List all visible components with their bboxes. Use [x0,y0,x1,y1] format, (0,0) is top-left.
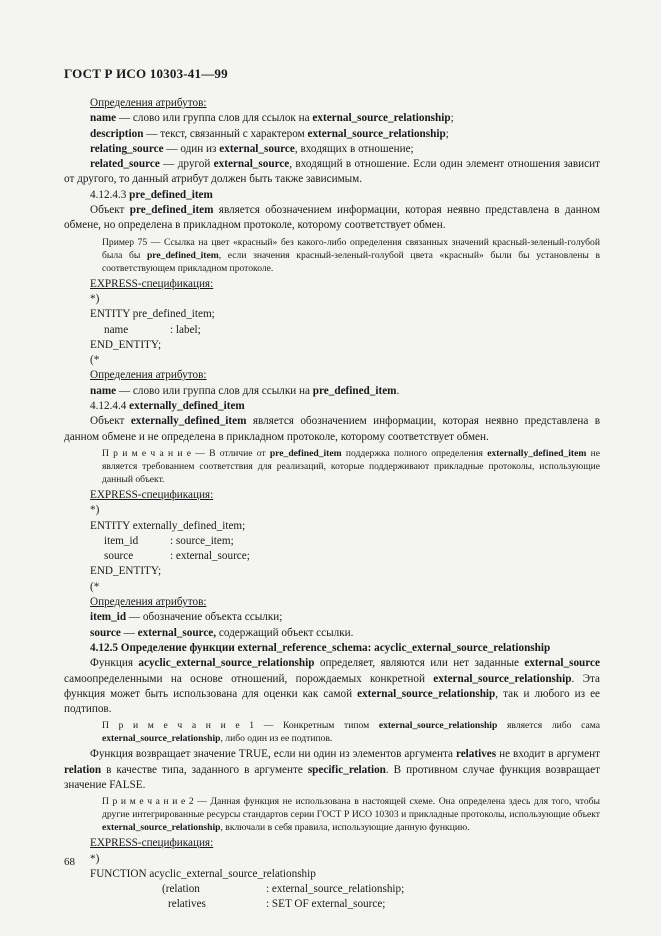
attr-defs-heading: Определения атрибутов: [90,369,207,382]
code-line: item_id : source_item; [104,534,234,547]
note: П р и м е ч а н и е — В отличие от pre_defined_item поддержка полного определения externally_defined_item не является требованием соответствия для реализаций, которые поддерживают прикладные протоколы, использующие данный объект. [102,447,600,485]
express-spec-heading: EXPRESS-спецификация: [90,277,214,290]
code-line: FUNCTION acyclic_external_source_relationship [90,867,316,880]
note: П р и м е ч а н и е 1 — Конкретным типом external_source_relationship является либо сама external_source_relationship, либо один из ее подтипов. [102,720,601,745]
text-line: relating_source — один из external_source, входящих в отношение; [90,142,414,155]
code-line: (* [90,580,100,593]
attr-defs-heading: Определения атрибутов: [90,596,207,609]
code-line: *) [90,852,100,865]
note: П р и м е ч а н и е 2 — Данная функция не использована в настоящей схеме. Она определена здесь для того, чтобы другие интегрированные ресурсы стандартов серии ГОСТ Р ИСО 10303 и прикладные протоколы, использующие объект external_source_relationship, включали в себя правила, использующие данную функцию. [102,796,600,834]
code-line: source : external_source; [104,550,250,563]
text-paragraph: Функция возвращает значение TRUE, если ни один из элементов аргумента relatives не входит в аргумент relation в качестве типа, заданного в аргументе specific_relation. В противном случае функция возвращает значение FALSE. [64,748,600,791]
text-paragraph: Объект pre_defined_item является обозначением информации, которая неявно представлена в данном обмене, но определена в прикладном протоколе, которому соответствует обмен. [64,204,601,232]
code-line: ENTITY externally_defined_item; [90,519,246,532]
text-line: item_id — обозначение объекта ссылки; [90,611,283,624]
text-line: source — external_source, содержащий объект ссылки. [90,626,354,639]
section-heading: 4.12.4.4 externally_defined_item [90,400,245,413]
express-spec-heading: EXPRESS-спецификация: [90,488,214,501]
text-paragraph: related_source — другой external_source, входящий в отношение. Если один элемент отношения зависит от другого, то данный атрибут должен быть также зависимым. [64,158,601,186]
text-line: name — слово или группа слов для ссылок на external_source_relationship; [90,112,454,125]
code-line: (relation : external_source_relationship; [162,883,405,896]
text-line: name — слово или группа слов для ссылки на pre_defined_item. [90,384,400,397]
text-line: description — текст, связанный с характером external_source_relationship; [90,127,449,140]
code-line: name : label; [104,323,201,336]
code-line: relatives : SET OF external_source; [168,898,386,911]
express-spec-heading: EXPRESS-спецификация: [90,837,214,850]
text-paragraph: Функция acyclic_external_source_relationship определяет, являются или нет заданные external_source самоопределенными на основе отношений, порождаемых конкретной external_source_relationship. Эта функция может быть использована для оценки как самой external_source_relationship, так и любого из ее подтипов. [64,657,600,716]
example-note: Пример 75 — Ссылка на цвет «красный» без какого-либо определения связанных значений красный-зеленый-голубой была бы pre_defined_item, если значения красный-зеленый-голубой цвета «красный» были бы установлены в соответствующем прикладном протоколе. [102,236,600,274]
code-line: *) [90,504,100,517]
section-heading: 4.12.4.3 pre_defined_item [90,188,213,201]
code-line: *) [90,292,100,305]
page-number: 68 [64,856,75,868]
code-line: END_ENTITY; [90,565,162,578]
attr-defs-heading: Определения атрибутов: [90,97,207,109]
code-line: ENTITY pre_defined_item; [90,308,215,321]
document-header: ГОСТ Р ИСО 10303-41—99 [64,66,228,81]
code-line: END_ENTITY; [90,338,162,351]
section-heading: 4.12.5 Определение функции external_reference_schema: acyclic_external_source_relationship [90,641,551,654]
text-paragraph: Объект externally_defined_item является обозначением информации, которая неявно представлена в данном обмене и не определена в прикладном протоколе, которому соответствует обмен. [64,415,600,443]
code-line: (* [90,354,100,367]
